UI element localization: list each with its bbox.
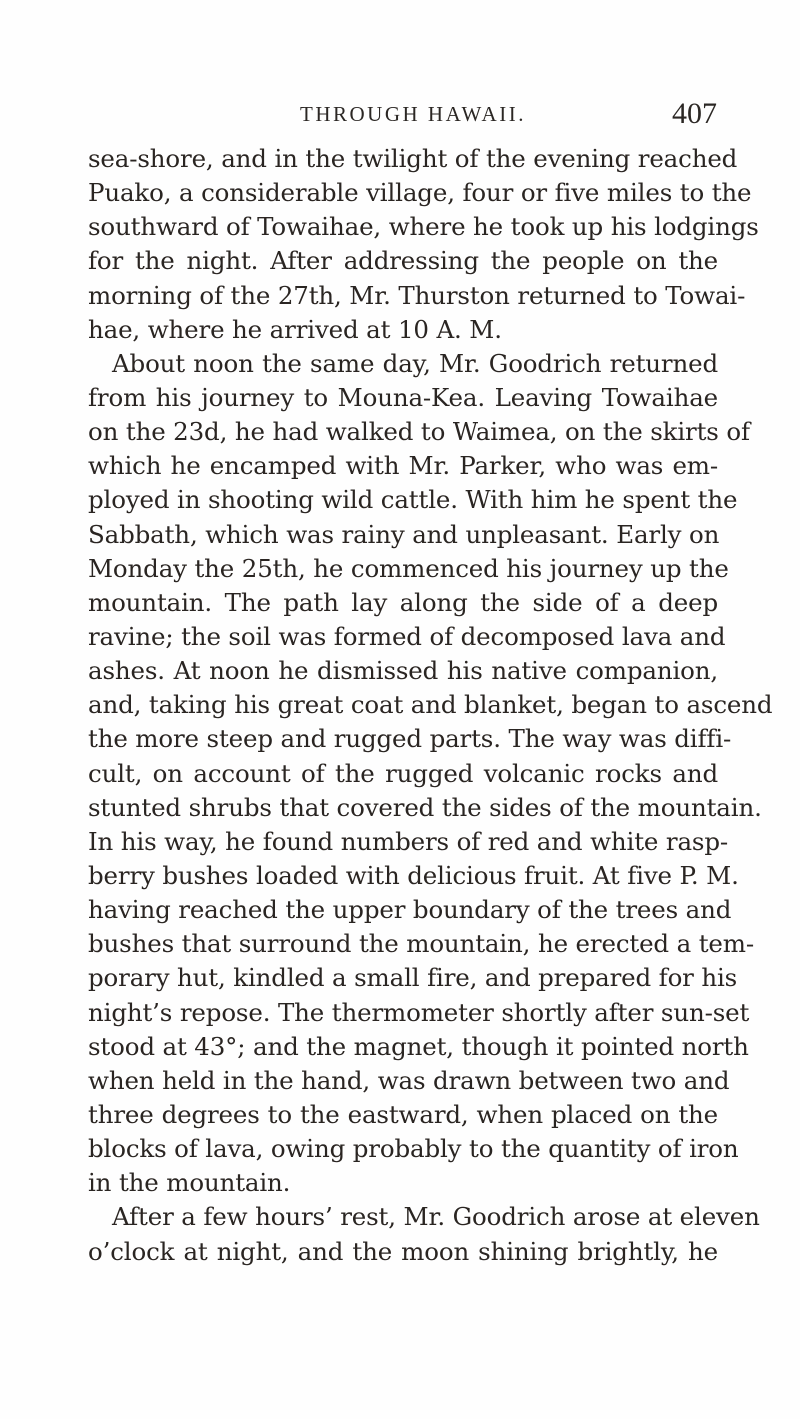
text-line: night’s repose. The thermometer shortly after sun-set (88, 997, 750, 1027)
text-line: three degrees to the eastward, when placed on the (88, 1099, 718, 1129)
text-line: the more steep and rugged parts. The way was diffi- (88, 724, 732, 754)
text-line: and, taking his great coat and blanket, began to ascend (88, 690, 773, 720)
text-line: porary hut, kindled a small fire, and prepared for his (88, 963, 738, 993)
text-line: ployed in shooting wild cattle. With him he spent the (88, 485, 738, 515)
text-line: After a few hours’ rest, Mr. Goodrich arose at eleven (112, 1202, 760, 1232)
text-line: on the 23d, he had walked to Waimea, on the skirts of (88, 417, 750, 447)
running-header (0, 97, 800, 136)
running-title: THROUGH HAWAII. (300, 102, 526, 126)
text-line: Sabbath, which was rainy and unpleasant. Early on (88, 519, 720, 549)
text-line: In his way, he found numbers of red and white rasp- (88, 826, 728, 856)
text-line: stunted shrubs that covered the sides of the mountain. (88, 792, 762, 822)
text-line: bushes that surround the mountain, he erected a tem- (88, 929, 754, 959)
text-line: Monday the 25th, he commenced his journey up the (88, 553, 729, 583)
text-line: having reached the upper boundary of the trees and (88, 895, 732, 925)
text-line: for the night. After addressing the people on the (88, 246, 718, 276)
text-line: southward of Towaihae, where he took up his lodgings (88, 212, 759, 242)
text-line: Puako, a considerable village, four or five miles to the (88, 178, 752, 208)
text-line: hae, where he arrived at 10 A. M. (88, 314, 502, 344)
text-line: stood at 43°; and the magnet, though it pointed north (88, 1031, 749, 1061)
text-line: when held in the hand, was drawn between two and (88, 1065, 730, 1095)
page-number: 407 (672, 97, 717, 130)
text-line: ravine; the soil was formed of decomposed lava and (88, 621, 726, 651)
text-line: ashes. At noon he dismissed his native companion, (88, 656, 718, 686)
text-line: o’clock at night, and the moon shining brightly, he (88, 1236, 718, 1266)
text-line: sea-shore, and in the twilight of the evening reached (88, 144, 738, 173)
text-line: berry bushes loaded with delicious fruit. At five P. M. (88, 860, 739, 890)
text-line: About noon the same day, Mr. Goodrich returned (112, 348, 718, 378)
text-line: from his journey to Mouna-Kea. Leaving Towaihae (88, 382, 718, 412)
text-line: in the mountain. (88, 1168, 291, 1198)
text-line: blocks of lava, owing probably to the quantity of iron (88, 1134, 739, 1164)
text-line: morning of the 27th, Mr. Thurston returned to Towai- (88, 280, 746, 310)
text-line: which he encamped with Mr. Parker, who was em- (88, 451, 718, 481)
text-line: cult, on account of the rugged volcanic rocks and (88, 758, 718, 788)
body-text (88, 142, 773, 1269)
text-line: mountain. The path lay along the side of a deep (88, 587, 718, 617)
